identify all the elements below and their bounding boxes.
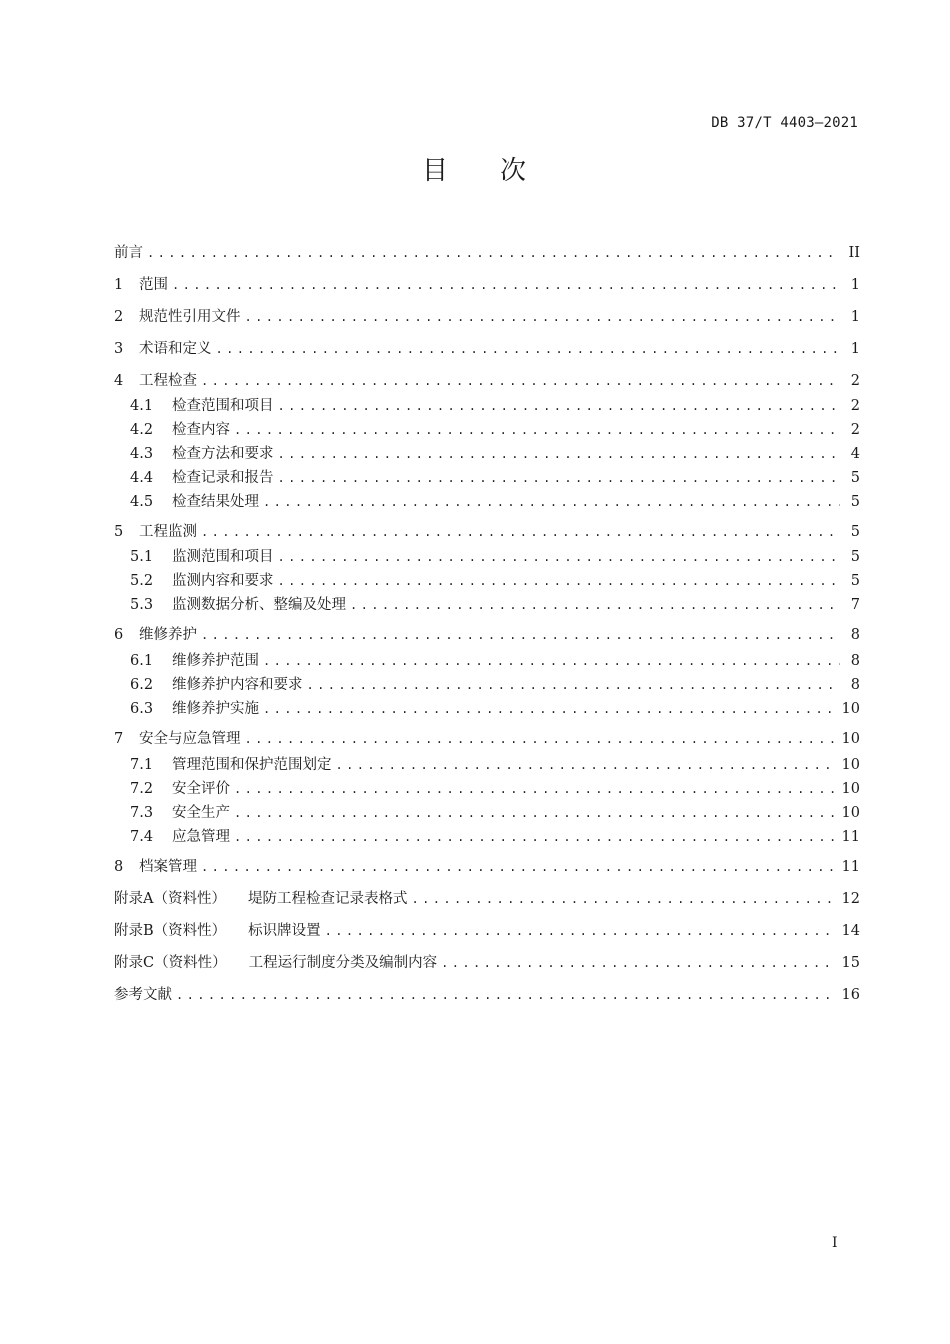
leader-dots [278,397,841,415]
leader-dots [411,890,835,908]
toc-entry-label: 7.4 应急管理 [130,829,230,845]
leader-dots [201,858,836,876]
toc-entry-label: 7.1 管理范围和保护范围划定 [130,757,332,773]
toc-entry-page: 5 [850,470,860,486]
toc-entry-page: 1 [850,277,860,293]
toc-entry-7-2[interactable] [130,776,860,798]
leader-dots [201,372,840,390]
leader-dots [350,596,840,614]
toc-entry-page: 11 [841,829,860,845]
toc-entry-label: 附录C（资料性） 工程运行制度分类及编制内容 [114,955,438,971]
leader-dots [216,340,841,358]
toc-entry-1[interactable] [114,272,860,294]
leader-dots [441,954,835,972]
toc-entry-page: 10 [841,757,860,773]
leader-dots [278,469,841,487]
toc-entry-5-3[interactable] [130,592,860,614]
toc-entry-page: 16 [841,987,860,1003]
toc-entry-5-1[interactable] [130,544,860,566]
toc-entry-label: 2 规范性引用文件 [114,309,241,325]
toc-entry-page: 1 [850,341,860,357]
toc-entry-page: 5 [850,573,860,589]
toc-entry-6[interactable] [114,622,860,644]
title-char-2: 次 [500,156,529,186]
leader-dots [147,244,840,262]
toc-entry-page: 10 [841,805,860,821]
toc-entry-appendix-b[interactable] [114,918,860,940]
toc-entry-7[interactable] [114,726,860,748]
toc-entry-page: 5 [850,524,860,540]
toc-entry-label: 1 范围 [114,277,168,293]
leader-dots [278,572,841,590]
toc-entry-label: 5 工程监测 [114,524,197,540]
toc-entry-label: 附录B（资料性） 标识牌设置 [114,923,321,939]
toc-entry-preface[interactable] [114,240,860,262]
toc-entry-page: 2 [850,373,860,389]
toc-entry-4-2[interactable] [130,417,860,439]
toc-entry-4-1[interactable] [130,393,860,415]
toc-entry-label: 5.2 监测内容和要求 [130,573,274,589]
toc-entry-label: 5.3 监测数据分析、整编及处理 [130,597,346,613]
toc-entry-4-4[interactable] [130,465,860,487]
toc-entry-label: 8 档案管理 [114,859,197,875]
toc-entry-page: 10 [841,731,860,747]
leader-dots [234,804,836,822]
toc-entry-page: II [848,245,860,261]
toc-entry-6-1[interactable] [130,648,860,670]
page-number: I [832,1235,838,1251]
toc-entry-7-4[interactable] [130,824,860,846]
leader-dots [263,493,840,511]
toc-entry-page: 15 [841,955,860,971]
toc-entry-appendix-c[interactable] [114,950,860,972]
toc-entry-appendix-a[interactable] [114,886,860,908]
leader-dots [234,421,840,439]
leader-dots [325,922,836,940]
leader-dots [201,626,840,644]
toc-entry-label: 7 安全与应急管理 [114,731,241,747]
toc-entry-page: 8 [850,653,860,669]
toc-entry-label: 4.5 检查结果处理 [130,494,259,510]
toc-entry-label: 4.4 检查记录和报告 [130,470,274,486]
toc-entry-label: 4.2 检查内容 [130,422,230,438]
toc-entry-page: 5 [850,549,860,565]
toc-entry-label: 前言 [114,245,143,261]
toc-entry-page: 2 [850,398,860,414]
table-of-contents [114,0,860,1100]
toc-entry-label: 附录A（资料性） 堤防工程检查记录表格式 [114,891,408,907]
leader-dots [278,445,841,463]
leader-dots [336,756,836,774]
toc-entry-page: 8 [850,677,860,693]
toc-entry-4[interactable] [114,368,860,390]
toc-entry-label: 参考文献 [114,987,172,1003]
toc-entry-5[interactable] [114,519,860,541]
leader-dots [278,548,841,566]
toc-entry-page: 8 [850,627,860,643]
toc-entry-label: 7.2 安全评价 [130,781,230,797]
toc-entry-5-2[interactable] [130,568,860,590]
toc-entry-4-5[interactable] [130,489,860,511]
toc-entry-7-3[interactable] [130,800,860,822]
toc-entry-page: 11 [841,859,860,875]
toc-entry-page: 14 [841,923,860,939]
toc-entry-page: 1 [850,309,860,325]
leader-dots [201,523,840,541]
title-char-1: 目 [421,156,450,186]
toc-entry-references[interactable] [114,982,860,1004]
toc-entry-page: 5 [850,494,860,510]
leader-dots [234,780,836,798]
toc-entry-6-2[interactable] [130,672,860,694]
leader-dots [263,700,836,718]
toc-entry-3[interactable] [114,336,860,358]
toc-entry-label: 3 术语和定义 [114,341,212,357]
toc-entry-page: 10 [841,781,860,797]
toc-entry-page: 2 [850,422,860,438]
standard-code: DB 37/T 4403—2021 [711,115,858,131]
toc-entry-label: 4.3 检查方法和要求 [130,446,274,462]
toc-entry-page: 10 [841,701,860,717]
toc-entry-label: 7.3 安全生产 [130,805,230,821]
toc-entry-8[interactable] [114,854,860,876]
toc-entry-2[interactable] [114,304,860,326]
leader-dots [176,986,836,1004]
toc-entry-label: 6.3 维修养护实施 [130,701,259,717]
leader-dots [307,676,841,694]
toc-entry-page: 12 [841,891,860,907]
toc-entry-label: 6.2 维修养护内容和要求 [130,677,303,693]
toc-entry-label: 6 维修养护 [114,627,197,643]
toc-entry-7-1[interactable] [130,752,860,774]
toc-entry-label: 4.1 检查范围和项目 [130,398,274,414]
toc-entry-4-3[interactable] [130,441,860,463]
leader-dots [263,652,840,670]
toc-entry-label: 6.1 维修养护范围 [130,653,259,669]
leader-dots [172,276,840,294]
toc-entry-label: 5.1 监测范围和项目 [130,549,274,565]
toc-entry-6-3[interactable] [130,696,860,718]
leader-dots [245,730,836,748]
leader-dots [234,828,836,846]
leader-dots [245,308,841,326]
toc-entry-page: 7 [850,597,860,613]
toc-entry-label: 4 工程检查 [114,373,197,389]
toc-entry-page: 4 [850,446,860,462]
